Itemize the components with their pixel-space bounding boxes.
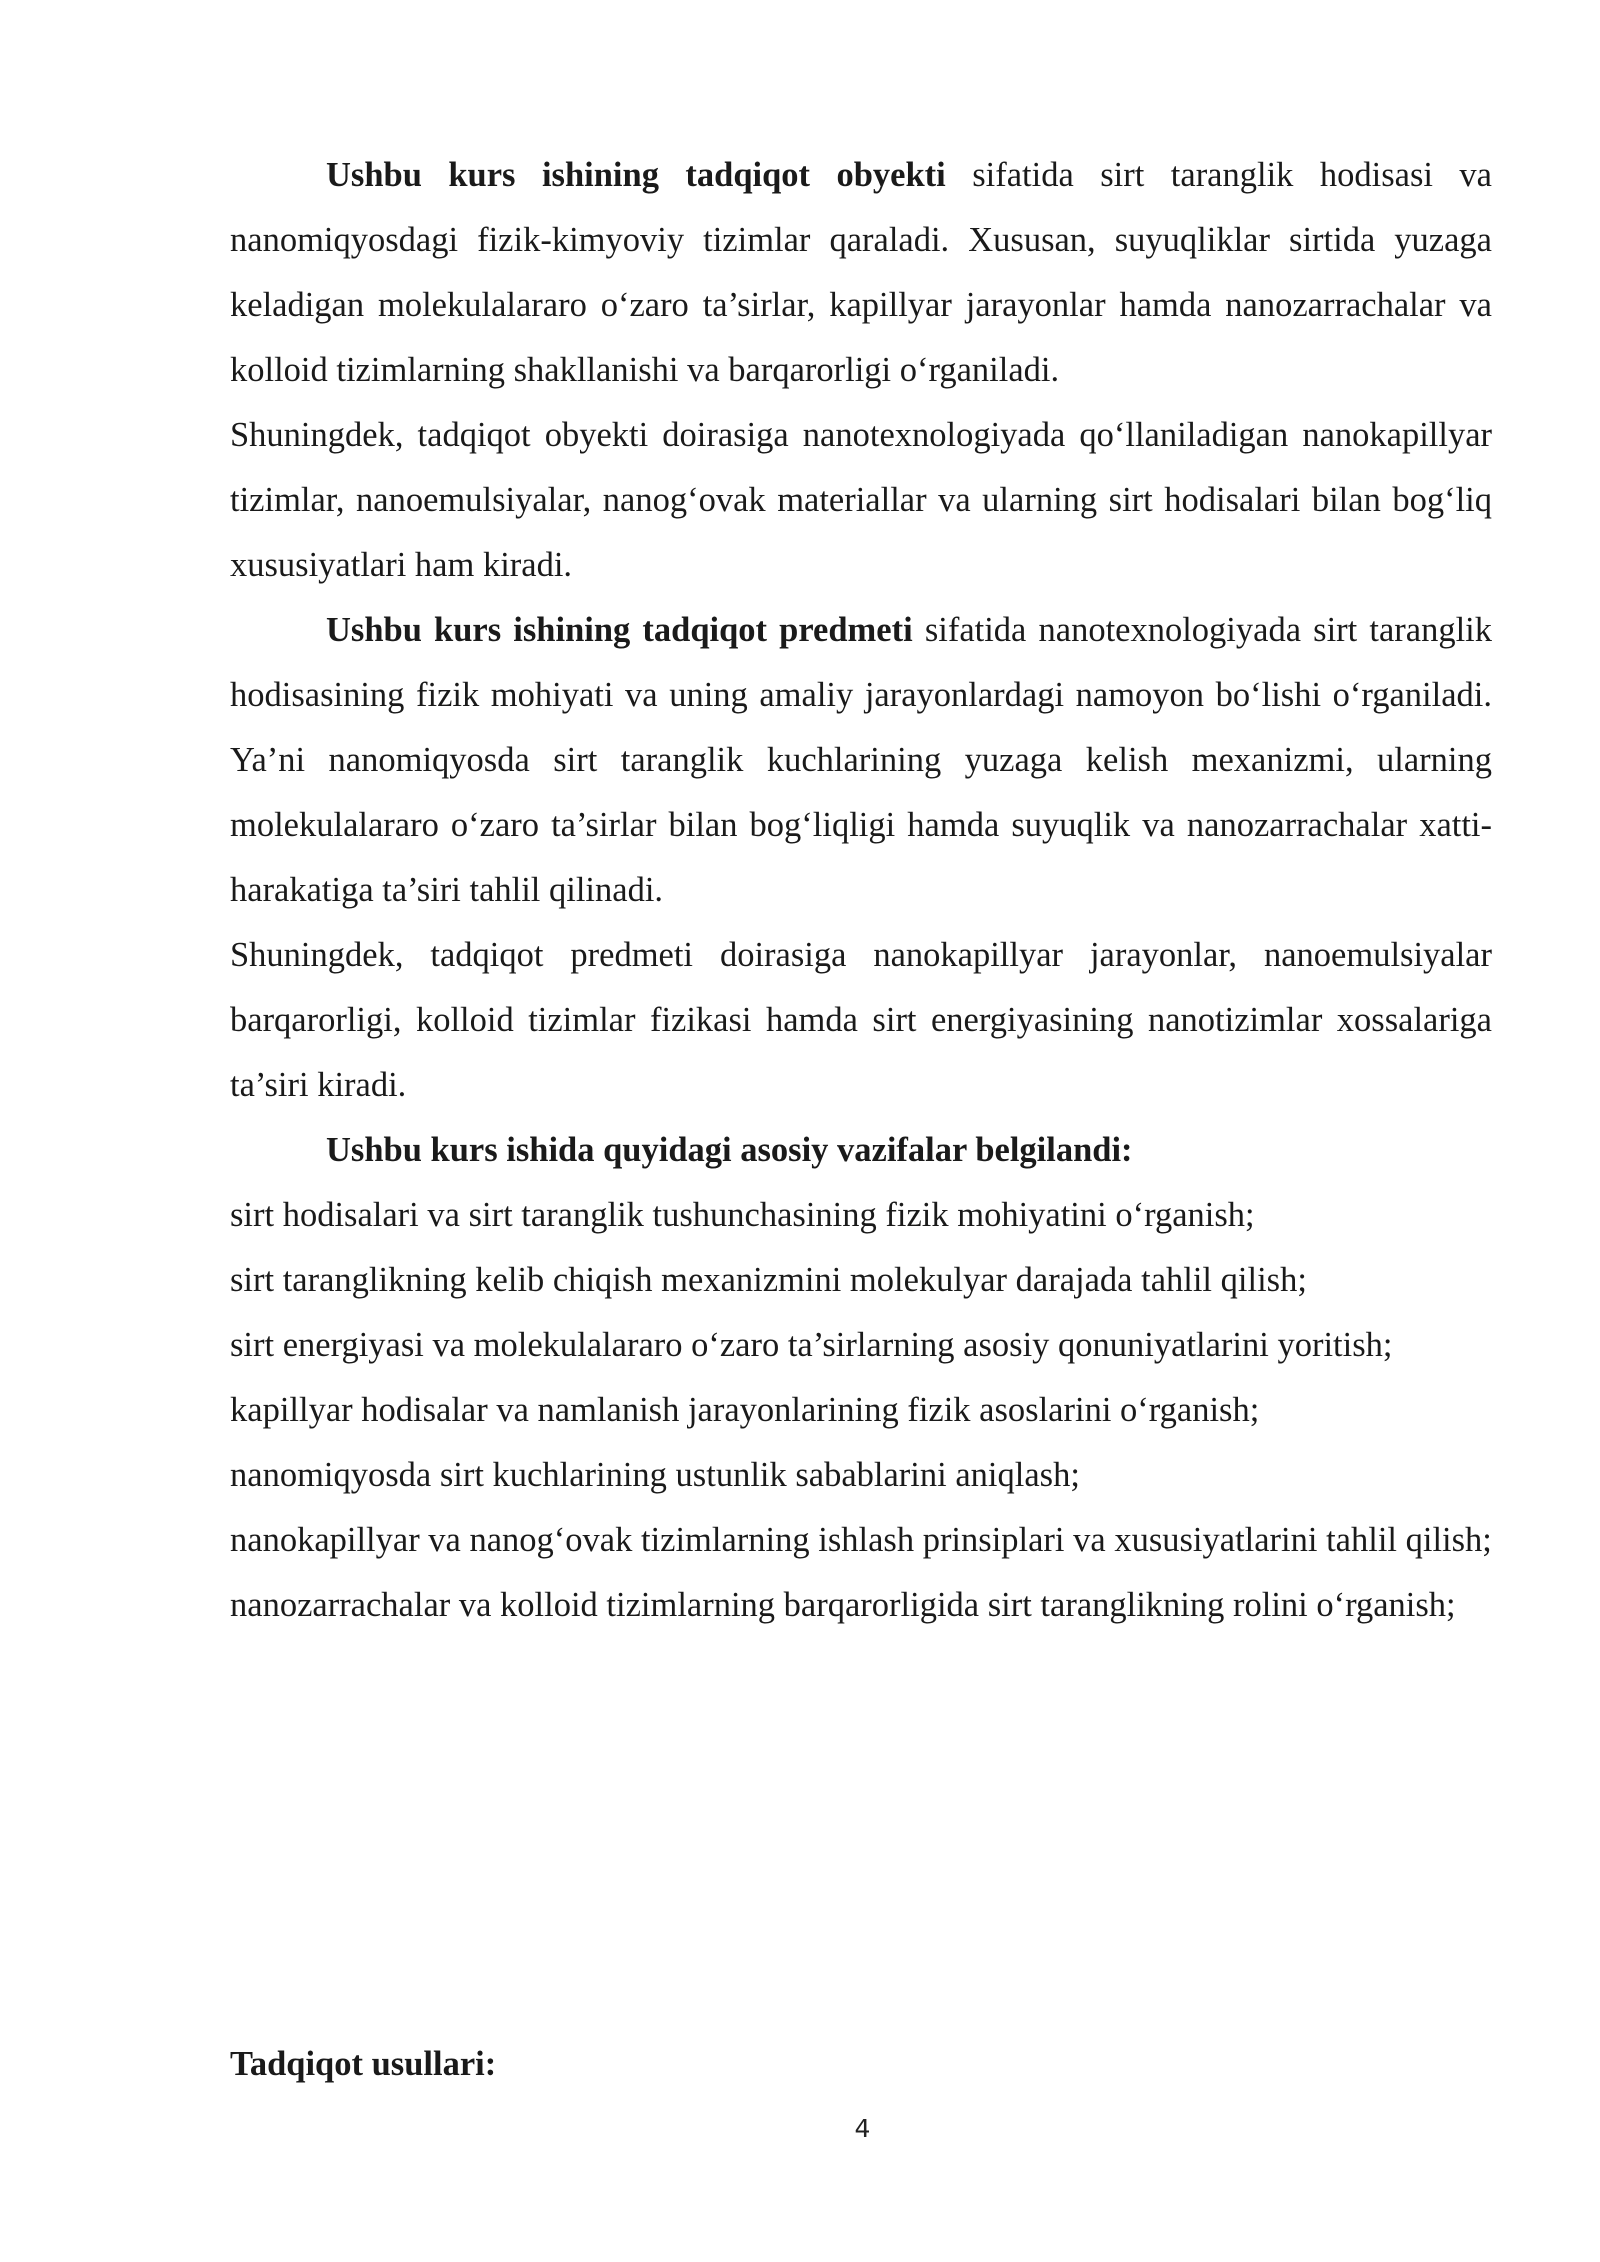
research-subject-text: sifatida nanotexnologiyada sirt taranglik hodisasining fizik mohiyati va uning amaliy jarayonlardagi namoyon bo‘lishi o‘rganiladi. Ya’ni nanomiqyosda sirt taranglik kuchlarining yuzaga kelish mexanizmi, ularning molekulalararo o‘zaro ta’sirlar bilan bog‘liqligi hamda suyuqlik va nanozarrachalar xatti-harakatiga ta’siri tahlil qilinadi. — [230, 611, 1492, 909]
research-subject-paragraph — [230, 598, 1492, 923]
task-item: nanozarrachalar va kolloid tizimlarning barqarorligida sirt taranglikning rolini o‘rganish; — [230, 1586, 1456, 1624]
methods-heading: Tadqiqot usullari: — [230, 2045, 497, 2083]
research-object-scope-paragraph: Shuningdek, tadqiqot obyekti doirasiga nanotexnologiyada qo‘llaniladigan nanokapillyar tizimlar, nanoemulsiyalar, nanog‘ovak materiallar va ularning sirt hodisalari bilan bog‘liq xususiyatlari ham kiradi. — [230, 416, 1492, 584]
task-item: sirt hodisalari va sirt taranglik tushunchasining fizik mohiyatini o‘rganish; — [230, 1196, 1255, 1234]
task-item: nanokapillyar va nanog‘ovak tizimlarning ishlash prinsiplari va xususiyatlarini tahlil qilish; — [230, 1521, 1492, 1559]
document-body — [230, 143, 1492, 1638]
research-object-text: sifatida sirt taranglik hodisasi va nanomiqyosdagi fizik-kimyoviy tizimlar qaraladi. Xususan, suyuqliklar sirtida yuzaga keladigan molekulalararo o‘zaro ta’sirlar, kapillyar jarayonlar hamda nanozarrachalar va kolloid tizimlarning shakllanishi va barqarorligi o‘rganiladi. — [230, 156, 1492, 389]
task-item: sirt energiyasi va molekulalararo o‘zaro ta’sirlarning asosiy qonuniyatlarini yoritish; — [230, 1326, 1393, 1364]
tasks-heading: Ushbu kurs ishida quyidagi asosiy vazifalar belgilandi: — [326, 1131, 1133, 1169]
task-item: nanomiqyosda sirt kuchlarining ustunlik sabablarini aniqlash; — [230, 1456, 1080, 1494]
page-number: 4 — [854, 2114, 871, 2143]
research-subject-lead: Ushbu kurs ishining tadqiqot predmeti — [326, 611, 913, 649]
research-object-lead: Ushbu kurs ishining tadqiqot obyekti — [326, 156, 946, 194]
research-subject-scope-paragraph: Shuningdek, tadqiqot predmeti doirasiga nanokapillyar jarayonlar, nanoemulsiyalar barqarorligi, kolloid tizimlar fizikasi hamda sirt energiyasining nanotizimlar xossalariga ta’siri kiradi. — [230, 936, 1492, 1104]
task-item: kapillyar hodisalar va namlanish jarayonlarining fizik asoslarini o‘rganish; — [230, 1391, 1260, 1429]
tasks-list — [230, 1183, 1492, 1638]
research-object-paragraph — [230, 143, 1492, 403]
task-item: sirt taranglikning kelib chiqish mexanizmini molekulyar darajada tahlil qilish; — [230, 1261, 1307, 1299]
